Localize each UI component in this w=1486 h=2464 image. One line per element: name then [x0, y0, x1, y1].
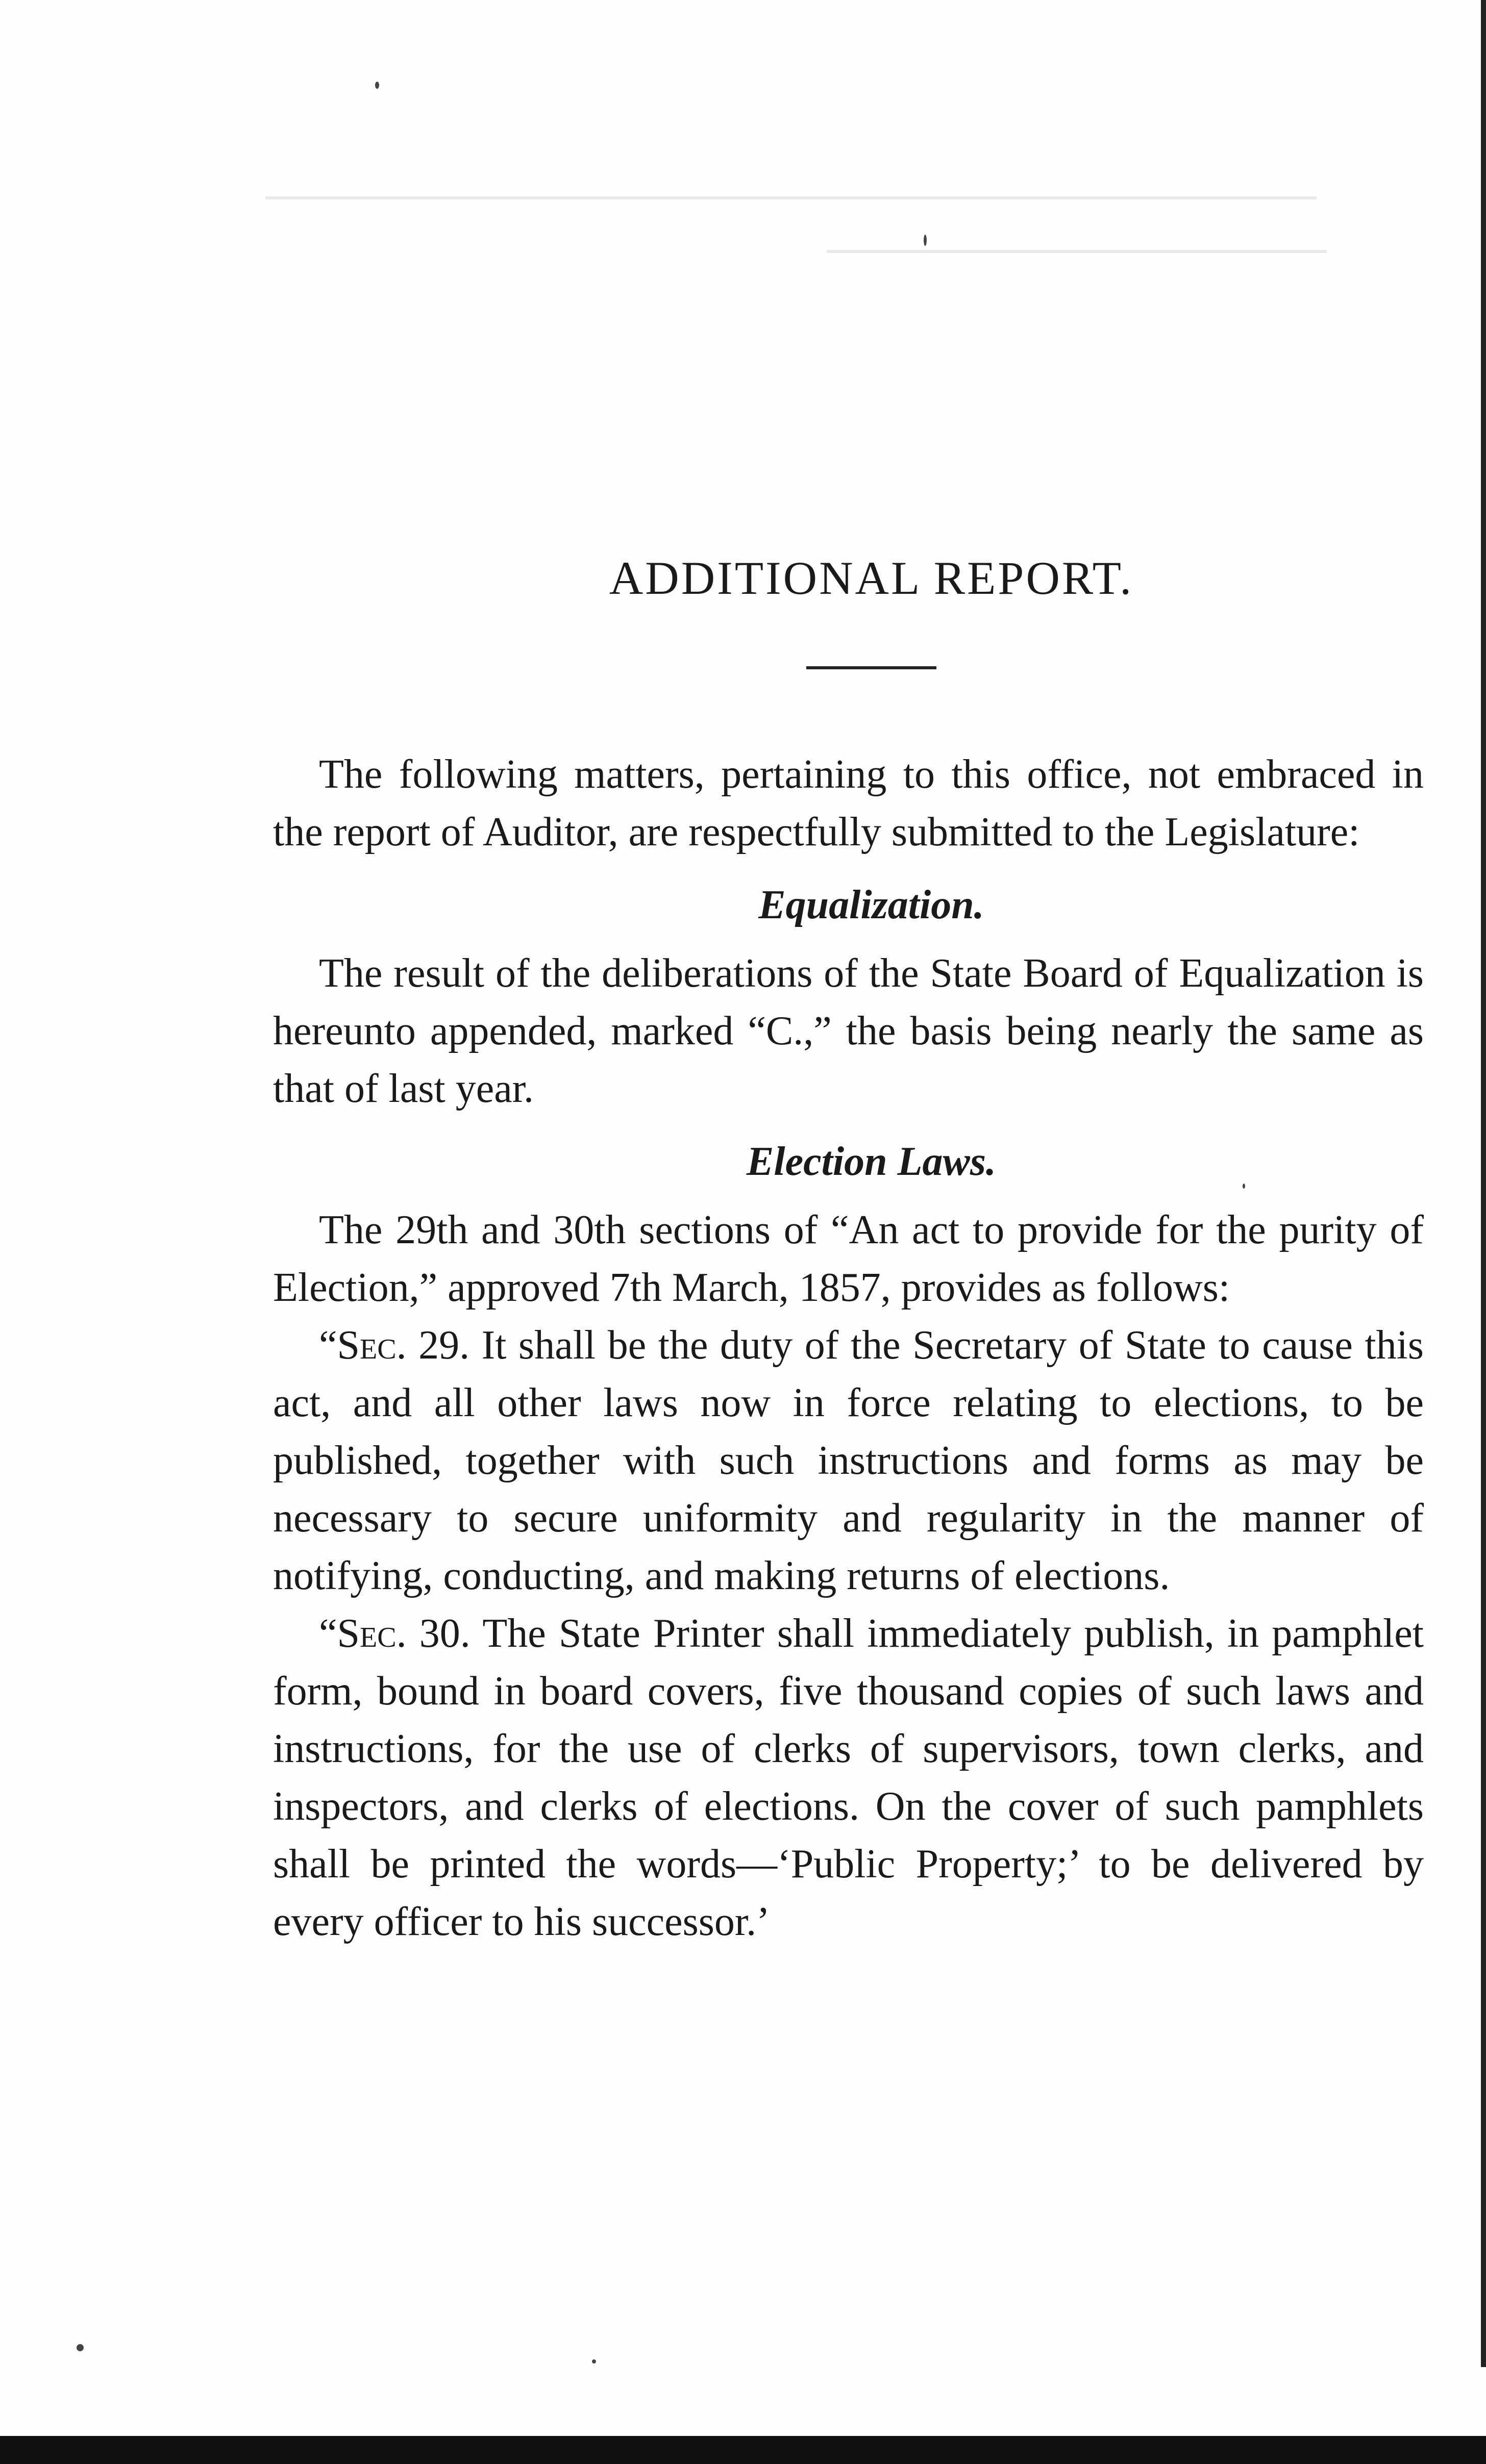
section-title-election-laws: Election Laws. — [747, 1139, 996, 1184]
quote-sec-29-text: It shall be the duty of the Secretary of State to cause this act, and all other laws now in force relating to elections, to be published, together with such instructions and forms as may be necessary to secure uniformity and regularity in the manner of notifying, conducting, and making returns of elections. — [273, 1323, 1424, 1598]
page-heading: ADDITIONAL REPORT. — [609, 552, 1134, 604]
bleed-through-line — [265, 196, 1317, 199]
scan-speck — [77, 2344, 84, 2351]
document-body — [273, 551, 1424, 1951]
quote-sec-30-text: The State Printer shall immediately publish, in pamphlet form, bound in board covers, five thousand copies of such laws and instructions, for the use of clerks of supervisors, town clerks, and inspectors, and clerks of elections. On the cover of such pamphlets shall be printed the words—‘Public Property;’ to be delivered by every officer to his successor.’ — [273, 1611, 1424, 1944]
scan-edge-shadow — [1481, 0, 1486, 2367]
scan-speck — [592, 2359, 596, 2364]
intro-paragraph: The following matters, pertaining to this office, not embraced in the report of Auditor, are respectfully submitted to the Legislature: — [273, 752, 1424, 854]
quote-sec-29-label: Sec. 29. — [337, 1323, 470, 1368]
heading-rule — [806, 666, 936, 669]
quote-sec-30-label: Sec. 30. — [337, 1611, 470, 1656]
section-title-equalization: Equalization. — [758, 883, 984, 927]
scan-speck — [375, 82, 379, 89]
scan-speck — [924, 235, 927, 246]
scan-bottom-edge — [0, 2436, 1486, 2464]
quote-sec-29: “Sec. 29. It shall be the duty of the Secretary of State to cause this act, and all other laws now in force relating to elections, to be published, together with such instructions and forms as may be necessary to secure uniformity and regularity in the manner of notifying, conducting, and making returns of elections. — [273, 1323, 1424, 1598]
quote-sec-30: “Sec. 30. The State Printer shall immediately publish, in pamphlet form, bound in board covers, five thousand copies of such laws and instructions, for the use of clerks of supervisors, town clerks, and inspectors, and clerks of elections. On the cover of such pamphlets shall be printed the words—‘Public Property;’ to be delivered by every officer to his successor.’ — [273, 1611, 1424, 1944]
bleed-through-line — [827, 250, 1327, 253]
election-laws-paragraph: The 29th and 30th sections of “An act to provide for the purity of Election,” approved 7th March, 1857, provides as follows: — [273, 1208, 1424, 1310]
equalization-paragraph: The result of the deliberations of the State Board of Equalization is hereunto appended, marked “C.,” the basis being nearly the same as that of last year. — [273, 951, 1424, 1111]
